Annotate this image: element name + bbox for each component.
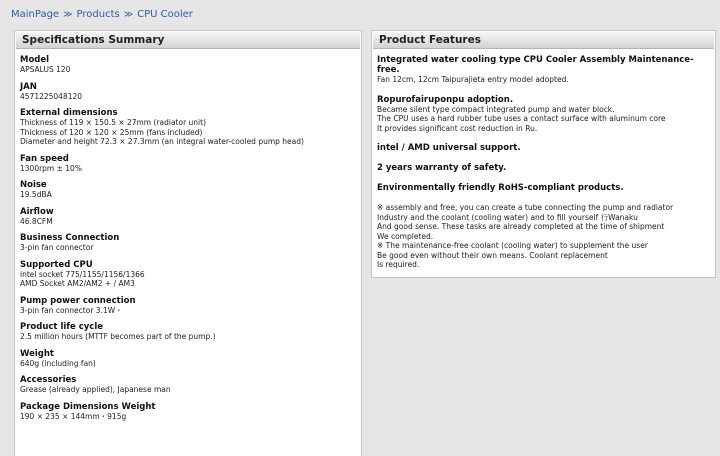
feature-item: [377, 183, 710, 193]
spec-label: External dimensions: [20, 108, 118, 118]
spec-value: 4571225048120: [20, 91, 83, 101]
spec-label: Weight: [20, 348, 54, 359]
feature-title: intel / AMD universal support.: [377, 143, 521, 153]
spec-value: Thickness of 119 × 150.5 × 27mm (radiator unit) Thickness of 120 × 120 × 25mm (fans included) Diameter and height 72.3 × 27.3mm (an integral water-cooled pump head): [20, 118, 304, 146]
spec-item: [20, 154, 356, 174]
spec-value: 190 × 235 × 144mm・915g: [20, 411, 127, 421]
feature-item: [377, 55, 710, 85]
feature-item: [377, 143, 710, 153]
spec-item: [20, 108, 356, 147]
spec-value: Grease (already applied), Japanese man: [20, 385, 171, 394]
spec-value: 2.5 million hours (MTTF becomes part of the pump.): [20, 332, 216, 341]
spec-value: APSALUS 120: [20, 65, 71, 74]
feature-item: [377, 203, 710, 270]
spec-value: 3-pin fan connector: [20, 243, 94, 252]
spec-item: [20, 82, 356, 102]
features-panel: [371, 30, 716, 278]
spec-label: Airflow: [20, 206, 54, 217]
feature-title: Environmentally friendly RoHS-compliant products.: [377, 183, 624, 193]
spec-label: Supported CPU: [20, 259, 93, 270]
spec-item: [20, 180, 356, 200]
spec-item: [20, 349, 356, 369]
spec-value: 46.8CFM: [20, 216, 53, 226]
spec-label: Fan speed: [20, 153, 69, 164]
breadcrumb-link-cpu-cooler[interactable]: CPU Cooler: [137, 9, 193, 20]
feature-text: ※ assembly and free, you can create a tube connecting the pump and radiator Industry and the coolant (cooling water) and to fill yourself 行Wanaku And good sense. These tasks are already completed at the time of shipment We completed. ※ The maintenance-free coolant (cooling water) to supplement the user Be good even without their own means. Coolant replacement Is required.: [377, 203, 674, 269]
features-header: Product Features: [373, 32, 714, 49]
spec-item: [20, 375, 356, 395]
feature-title: Ropurofairuponpu adoption.: [377, 94, 514, 105]
spec-value: 19.5dBA: [20, 190, 52, 199]
spec-label: Model: [20, 55, 50, 65]
spec-value: 640g (including fan): [20, 358, 96, 368]
feature-text: Fan 12cm, 12cm Taipurajieta entry model adopted.: [377, 75, 569, 84]
spec-label: Accessories: [20, 375, 77, 385]
spec-label: Product life cycle: [20, 322, 104, 332]
spec-item: [20, 260, 356, 289]
breadcrumb-link-products[interactable]: Products: [76, 9, 120, 20]
feature-text: Became silent type compact integrated pump and water block. The CPU uses a hard rubber tube uses a contact surface with aluminum core It provides significant cost reduction in Ru.: [377, 104, 666, 133]
specifications-list: [15, 49, 361, 421]
feature-title: 2 years warranty of safety.: [377, 163, 507, 173]
breadcrumb-separator-icon: ≫: [123, 9, 134, 20]
spec-item: [20, 233, 356, 253]
breadcrumb: [11, 9, 193, 20]
feature-item: [377, 95, 710, 134]
spec-label: Package Dimensions Weight: [20, 401, 156, 412]
spec-label: Noise: [20, 180, 47, 190]
spec-item: [20, 402, 356, 422]
spec-value: 3-pin fan connector 3.1W・: [20, 305, 123, 315]
spec-value: 1300rpm ± 10%: [20, 163, 82, 173]
spec-item: [20, 296, 356, 316]
specifications-panel: [14, 30, 362, 456]
spec-value: intel socket 775/1155/1156/1366 AMD Socket AM2/AM2 + / AM3: [20, 269, 145, 288]
feature-item: [377, 163, 710, 173]
spec-label: JAN: [20, 81, 37, 92]
spec-label: Pump power connection: [20, 295, 136, 306]
spec-item: [20, 322, 356, 342]
spec-item: [20, 55, 356, 75]
feature-title: Integrated water cooling type CPU Cooler Assembly Maintenance-free.: [377, 55, 694, 75]
spec-label: Business Connection: [20, 233, 120, 243]
specifications-header: Specifications Summary: [16, 32, 360, 49]
features-list: [372, 49, 715, 270]
breadcrumb-link-mainpage[interactable]: MainPage: [11, 9, 60, 20]
spec-item: [20, 207, 356, 227]
breadcrumb-separator-icon: ≫: [63, 9, 73, 20]
